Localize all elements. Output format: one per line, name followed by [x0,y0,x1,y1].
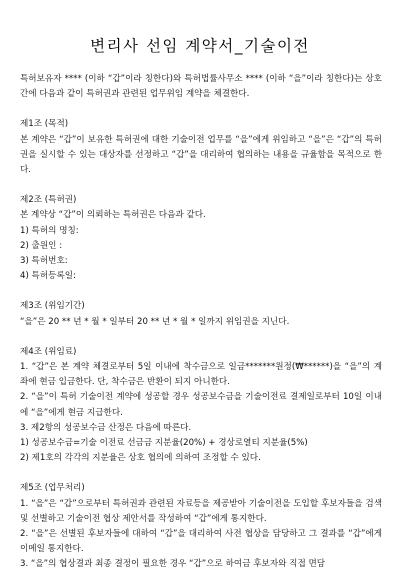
article-5-heading: 제5조 (업무처리) [20,483,85,494]
article-4-clause-1: 1. “갑”은 본 계약 체결로부터 5일 이내에 착수금으로 일금*******원정(₩******)을 “을”의 계좌에 현금 입금한다. 단, 착수금은 반환이 되지 아니한다. [20,362,382,388]
registration-date-item: 4) 특허등록일: [20,271,76,282]
article-3-heading: 제3조 (위임기간) [20,301,85,312]
article-4-heading: 제4조 (위임료) [20,346,77,357]
article-5-clause-2: 2. “을”은 선별된 후보자들에 대하여 “갑”을 대리하여 사전 협상을 담당하고 그 결과를 “갑”에게 이메일 통지한다. [20,529,382,555]
article-1-heading: 제1조 (목적) [20,119,69,130]
article-4-clause-2: 2. “을”이 특허 기술이전 계약에 성공할 경우 성공보수금을 기술이전료 결제일로부터 10일 이내에 “을”에게 현금 지급한다. [20,392,382,418]
article-3-body: “을”은 20 ** 년 * 월 * 일부터 20 ** 년 * 월 * 일까지 위임권을 지닌다. [20,316,290,327]
article-4-clause-3: 3. 제2항의 성공보수금 산정은 다음에 따른다. [20,422,192,433]
article-2-body: 본 계약상 “갑”이 의뢰하는 특허권은 다음과 같다. [20,210,206,221]
article-1-body: 본 계약은 “갑”이 보유한 특허권에 대한 기술이전 업무를 “을”에게 위임하고 “을”은 “갑”의 특허권을 실시할 수 있는 대상자를 선정하고 “갑”을 대리하여 협의하는 내용을 규율함을 목적으로 한다. [20,134,382,176]
article-4-clause-3-item-2: 2) 제1호의 각각의 지분율은 상호 협의에 의하여 조정할 수 있다. [20,453,261,464]
article-5-clause-3: 3. “을”의 협상결과 최종 결정이 필요한 경우 “갑”으로 하여금 후보자와 직접 면담 [20,559,326,570]
document-body [20,72,382,573]
intro-paragraph: 특허보유자 **** (이하 “갑”이라 칭한다)와 특허법률사무소 **** (이하 “을”이라 칭한다)는 상호간에 다음과 같이 특허권과 관련된 업무위임 계약을 체결한다. [20,74,382,100]
patent-number-item: 3) 특허번호: [20,256,68,267]
article-5-clause-1: 1. “을”은 “갑”으로부터 특허권과 관련된 자료등을 제공받아 기술이전을 도입할 후보자들을 검색 및 선별하고 기술이전 협상 제안서를 작성하여 “갑”에게 통지한다. [20,498,382,524]
article-2-heading: 제2조 (특허권) [20,195,77,206]
patent-name-item: 1) 특허의 명칭: [20,225,79,236]
applicant-item: 2) 출원인 : [20,240,63,251]
article-4-clause-3-item-1: 1) 성공보수금=기술 이전료 선금금 지분율(20%) + 경상로열티 지분율(5%) [20,438,308,449]
document-title: 변리사 선임 계약서_기술이전 [90,37,310,55]
